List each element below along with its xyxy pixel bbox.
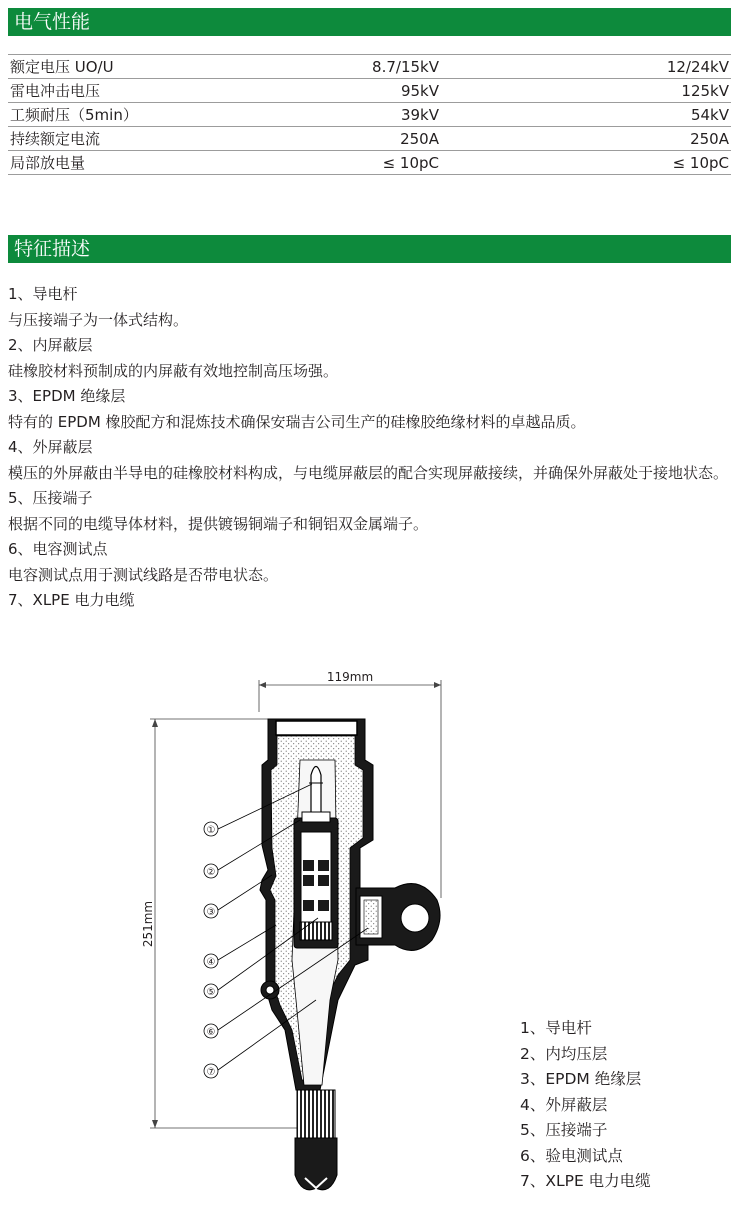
row-label: 额定电压 UO/U [8, 55, 307, 79]
value-24kv: 54kV [439, 103, 731, 127]
table-row [8, 55, 731, 79]
termination-body [260, 719, 440, 1190]
callout-5: ⑤ [206, 987, 216, 998]
feature-heading: 7、XLPE 电力电缆 [8, 591, 135, 609]
feature-heading: 5、压接端子 [8, 489, 93, 507]
height-label: 251mm [141, 900, 155, 948]
section-title: 电气性能 [14, 11, 91, 33]
feature-text: 电容测试点用于测试线路是否带电状态。 [8, 565, 279, 584]
table-row [8, 151, 731, 175]
feature-text: 根据不同的电缆导体材料，提供镀锡铜端子和铜铝双金属端子。 [8, 514, 429, 533]
section-header-performance [8, 8, 731, 36]
table-row [8, 79, 731, 103]
value-15kv: 250A [307, 127, 439, 151]
width-label: 119mm [326, 670, 374, 684]
diagram-legend [520, 1016, 651, 1195]
legend-item: 7、XLPE 电力电缆 [520, 1172, 651, 1190]
row-label: 局部放电量 [8, 151, 307, 175]
value-24kv: 125kV [439, 79, 731, 103]
value-24kv: ≤ 10pC [439, 151, 731, 175]
feature-heading: 4、外屏蔽层 [8, 438, 93, 456]
value-15kv: 39kV [307, 103, 439, 127]
feature-list [8, 282, 736, 614]
legend-item: 2、内均压层 [520, 1044, 608, 1063]
section-header-features [8, 235, 731, 263]
row-label: 雷电冲击电压 [8, 79, 307, 103]
callout-7: ⑦ [206, 1067, 216, 1078]
performance-table [8, 54, 731, 175]
feature-text: 特有的 EPDM 橡胶配方和混炼技术确保安瑞吉公司生产的硅橡胶绝缘材料的卓越品质。 [8, 412, 586, 431]
row-label: 持续额定电流 [8, 127, 307, 151]
legend-item: 3、EPDM 绝缘层 [520, 1070, 642, 1088]
legend-item: 5、压接端子 [520, 1121, 608, 1139]
callout-2: ② [206, 867, 216, 878]
value-24kv: 250A [439, 127, 731, 151]
callout-3: ③ [206, 907, 216, 918]
feature-heading: 1、导电杆 [8, 285, 78, 303]
value-15kv: ≤ 10pC [307, 151, 439, 175]
callout-numbers [204, 822, 218, 1078]
feature-heading: 2、内屏蔽层 [8, 336, 93, 354]
feature-text: 与压接端子为一体式结构。 [8, 310, 189, 329]
value-15kv: 8.7/15kV [307, 55, 439, 79]
legend-item: 4、外屏蔽层 [520, 1095, 608, 1114]
row-label: 工频耐压（5min） [8, 103, 307, 127]
value-15kv: 95kV [307, 79, 439, 103]
callout-6: ⑥ [206, 1027, 216, 1038]
feature-heading: 3、EPDM 绝缘层 [8, 387, 126, 405]
feature-text: 模压的外屏蔽由半导电的硅橡胶材料构成，与电缆屏蔽层的配合实现屏蔽接续，并确保外屏蔽处于接地状态。 [8, 463, 729, 482]
callout-4: ④ [206, 957, 216, 968]
feature-text: 硅橡胶材料预制成的内屏蔽有效地控制高压场强。 [8, 361, 339, 380]
feature-heading: 6、电容测试点 [8, 540, 108, 558]
table-row [8, 103, 731, 127]
legend-item: 1、导电杆 [520, 1019, 592, 1037]
legend-item: 6、验电测试点 [520, 1146, 623, 1165]
section-title: 特征描述 [14, 238, 91, 260]
table-row [8, 127, 731, 151]
value-24kv: 12/24kV [439, 55, 731, 79]
callout-1: ① [206, 825, 216, 836]
